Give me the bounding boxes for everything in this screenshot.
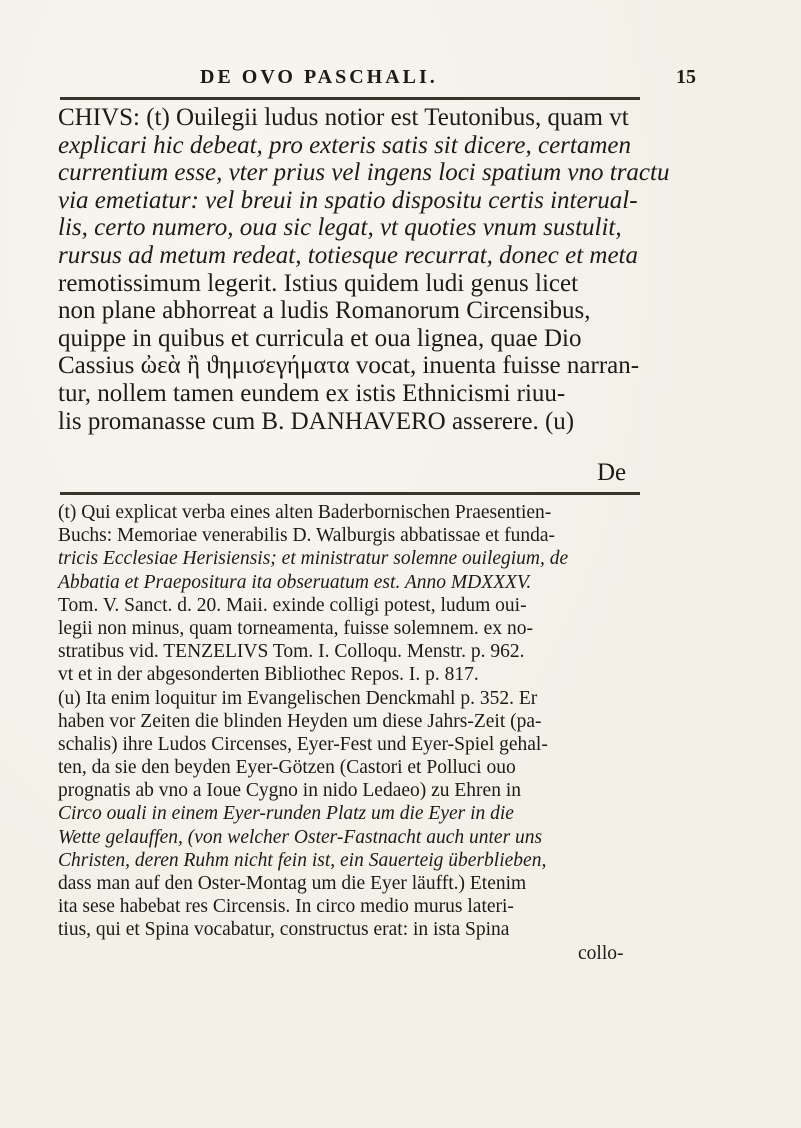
main-line: remotissimum legerit. Istius quidem ludi genus licet: [58, 269, 579, 297]
footnote-line: stratibus vid. TENZELIVS Tom. I. Colloqu. Menstr. p. 962.: [58, 641, 525, 663]
main-line: lis, certo numero, oua sic legat, vt quoties vnum sustulit,: [58, 214, 622, 242]
footnote-line: Buchs: Memoriae venerabilis D. Walburgis abbatissae et funda-: [58, 525, 555, 547]
header-rule: [60, 97, 640, 100]
main-line: via emetiatur: vel breui in spatio dispositu certis interual-: [58, 186, 638, 214]
footnotes: [58, 501, 658, 965]
footnote-line: schalis) ihre Ludos Circenses, Eyer-Fest und Eyer-Spiel gehal-: [58, 733, 548, 755]
catchword: De: [597, 459, 627, 486]
footnote-line: collo-: [578, 942, 624, 964]
footnote-line: tricis Ecclesiae Herisiensis; et ministratur solemne ouilegium, de: [58, 548, 569, 570]
footnote-line: Christen, deren Ruhm nicht fein ist, ein Sauerteig überblieben,: [58, 849, 547, 871]
main-line: quippe in quibus et curricula et oua lignea, quae Dio: [58, 324, 582, 352]
footnote-line: (t) Qui explicat verba eines alten Baderbornischen Praesentien-: [58, 502, 552, 523]
main-line: rursus ad metum redeat, totiesque recurrat, donec et meta: [58, 241, 638, 269]
main-line: lis promanasse cum B. DANHAVERO asserere. (u): [58, 407, 575, 435]
main-line: Cassius ὠεὰ ἢ ϑημισεγήματα vocat, inuenta fuisse narran-: [58, 352, 640, 380]
footnote-line: Tom. V. Sanct. d. 20. Maii. exinde colligi potest, ludum oui-: [58, 594, 527, 616]
footnote-line: Wette gelauffen, (von welcher Oster-Fastnacht auch unter uns: [58, 826, 543, 848]
running-title: DE OVO PASCHALI.: [200, 66, 438, 88]
main-line: currentium esse, vter prius vel ingens loci spatium vno tractu: [58, 159, 670, 187]
footnote-line: legii non minus, quam torneamenta, fuisse solemnem. ex no-: [58, 617, 533, 639]
footnote-rule: [60, 492, 640, 495]
footnote-line: tius, qui et Spina vocabatur, constructus erat: in ista Spina: [58, 919, 510, 941]
footnote-line: ten, da sie den beyden Eyer-Götzen (Castori et Polluci ouo: [58, 757, 516, 779]
footnote-line: vt et in der abgesonderten Bibliothec Repos. I. p. 817.: [58, 664, 479, 686]
footnote-line: Abbatia et Praepositura ita obseruatum est. Anno MDXXXV.: [58, 571, 532, 593]
footnote-line: (u) Ita enim loquitur im Evangelischen Denckmahl p. 352. Er: [58, 687, 538, 709]
main-line: CHIVS: (t) Ouilegii ludus notior est Teutonibus, quam vt: [58, 104, 629, 131]
main-text: [58, 104, 670, 435]
main-line: tur, nollem tamen eundem ex istis Ethnicismi riuu-: [58, 379, 566, 407]
footnote-line: ita sese habebat res Circensis. In circo medio murus lateri-: [58, 896, 514, 918]
page-header: [200, 66, 700, 92]
main-line: non plane abhorreat a ludis Romanorum Circensibus,: [58, 297, 591, 325]
footnote-line: dass man auf den Oster-Montag um die Eyer läufft.) Etenim: [58, 873, 527, 894]
page-number: 15: [676, 66, 696, 88]
footnote-line: haben vor Zeiten die blinden Heyden um diese Jahrs-Zeit (pa-: [58, 710, 542, 732]
footnote-line: Circo ouali in einem Eyer-runden Platz um die Eyer in die: [58, 803, 514, 825]
main-line: explicari hic debeat, pro exteris satis sit dicere, certamen: [58, 131, 631, 159]
footnote-line: prognatis ab vno a Ioue Cygno in nido Ledaeo) zu Ehren in: [58, 780, 522, 802]
